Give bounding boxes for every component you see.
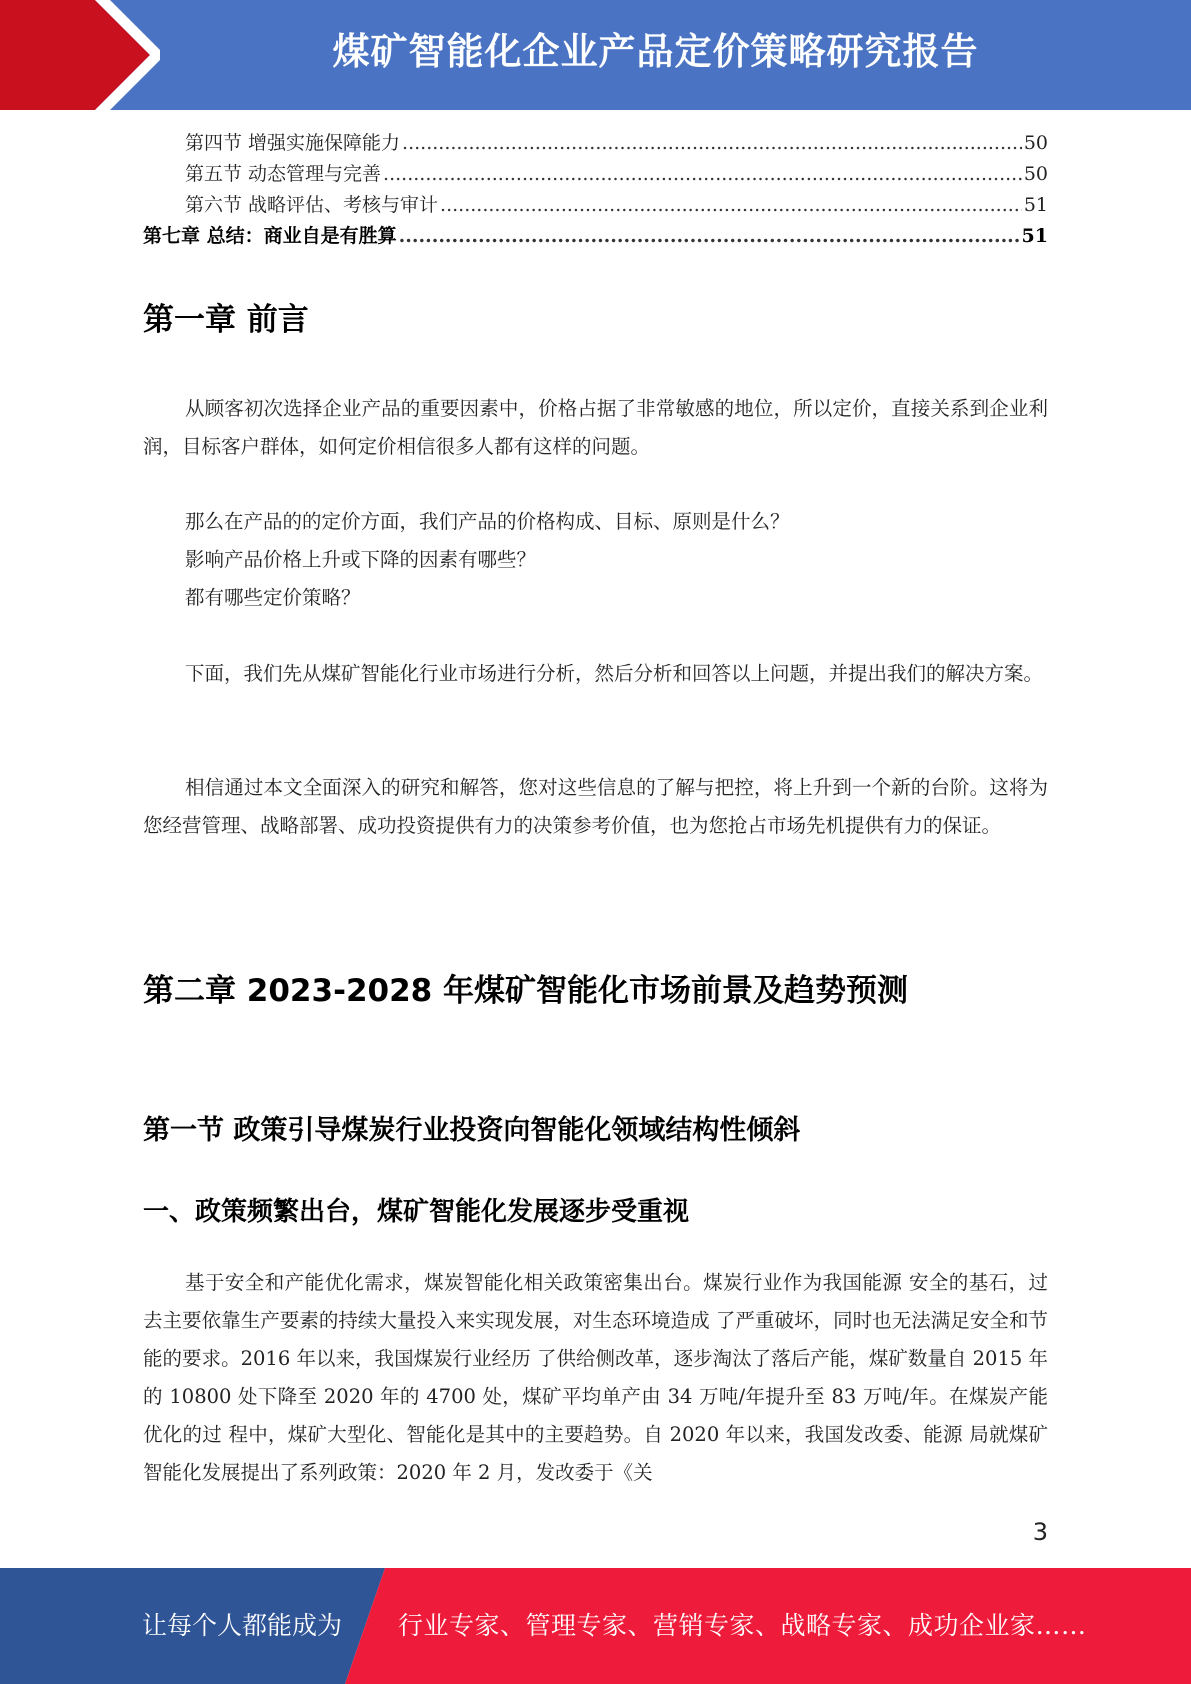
chapter-1-question-3: 都有哪些定价策略？ bbox=[185, 586, 361, 609]
toc-entry-page: 51 bbox=[1023, 194, 1048, 216]
chapter-1-question-2: 影响产品价格上升或下降的因素有哪些？ bbox=[185, 548, 537, 571]
footer-slogan-right: 行业专家、管理专家、营销专家、战略专家、成功企业家…… bbox=[398, 1611, 1087, 1640]
chapter-2-heading: 第二章 2023-2028 年煤矿智能化市场前景及趋势预测 bbox=[143, 973, 909, 1009]
toc-entry-label: 第六节 战略评估、考核与审计 bbox=[185, 194, 439, 216]
page-number: 3 bbox=[1032, 1518, 1048, 1546]
toc-entry-label: 第七章 总结：商业自是有胜算 bbox=[143, 225, 397, 247]
subsection-1-heading: 一、政策频繁出台，煤矿智能化发展逐步受重视 bbox=[143, 1197, 690, 1227]
chapter-1-paragraph-1: 从顾客初次选择企业产品的重要因素中，价格占据了非常敏感的地位，所以定价，直接关系到企业利润，目标客户群体，如何定价相信很多人都有这样的问题。 bbox=[143, 397, 1048, 458]
toc-entry-page: 51 bbox=[1021, 225, 1048, 247]
toc-entry-page: 50 bbox=[1023, 132, 1048, 154]
header-arrow-shape bbox=[0, 0, 160, 110]
chapter-1-paragraph-2: 下面，我们先从煤矿智能化行业市场进行分析，然后分析和回答以上问题，并提出我们的解决方案。 bbox=[185, 662, 1044, 685]
chapter-1-heading: 第一章 前言 bbox=[143, 302, 309, 338]
section-1-heading: 第一节 政策引导煤炭行业投资向智能化领域结构性倾斜 bbox=[143, 1115, 801, 1146]
toc-leader-dots bbox=[383, 163, 1022, 185]
toc-leader-dots bbox=[399, 225, 1020, 247]
table-of-contents bbox=[143, 128, 1048, 252]
toc-entry-page: 50 bbox=[1023, 163, 1048, 185]
toc-leader-dots bbox=[402, 132, 1022, 154]
toc-entry[interactable] bbox=[143, 159, 1048, 190]
footer-slogan-left: 让每个人都能成为 bbox=[142, 1611, 343, 1640]
chapter-1-question-1: 那么在产品的的定价方面，我们产品的价格构成、目标、原则是什么？ bbox=[185, 510, 790, 533]
header-banner bbox=[0, 0, 1191, 110]
toc-entry[interactable] bbox=[143, 128, 1048, 159]
toc-entry-chapter[interactable] bbox=[143, 221, 1048, 252]
section-1-paragraph-1: 基于安全和产能优化需求，煤炭智能化相关政策密集出台。煤炭行业作为我国能源 安全的基石，过去主要依靠生产要素的持续大量投入来实现发展，对生态环境造成 了严重破坏，同时也无法满足安全和节能的要求。2016 年以来，我国煤炭行业经历 了供给侧改革，逐步淘汰了落后产能，煤矿数量自 2015 年的 10800 处下降至 2020 年的 4700 处，煤矿平均单产由 34 万吨/年提升至 83 万吨/年。在煤炭产能优化的过 程中，煤矿大型化、智能化是其中的主要趋势。自 2020 年以来，我国发改委、能源 局就煤矿智能化发展提出了系列政策：2020 年 2 月，发改委于《关 bbox=[143, 1271, 1048, 1484]
report-title: 煤矿智能化企业产品定价策略研究报告 bbox=[332, 30, 979, 73]
toc-entry[interactable] bbox=[143, 190, 1048, 221]
footer-banner bbox=[0, 1568, 1191, 1684]
chapter-1-paragraph-3: 相信通过本文全面深入的研究和解答，您对这些信息的了解与把控，将上升到一个新的台阶。这将为您经营管理、战略部署、成功投资提供有力的决策参考价值，也为您抢占市场先机提供有力的保证。 bbox=[143, 776, 1048, 837]
toc-entry-label: 第四节 增强实施保障能力 bbox=[185, 132, 401, 154]
toc-entry-label: 第五节 动态管理与完善 bbox=[185, 163, 382, 185]
toc-leader-dots bbox=[440, 194, 1022, 216]
